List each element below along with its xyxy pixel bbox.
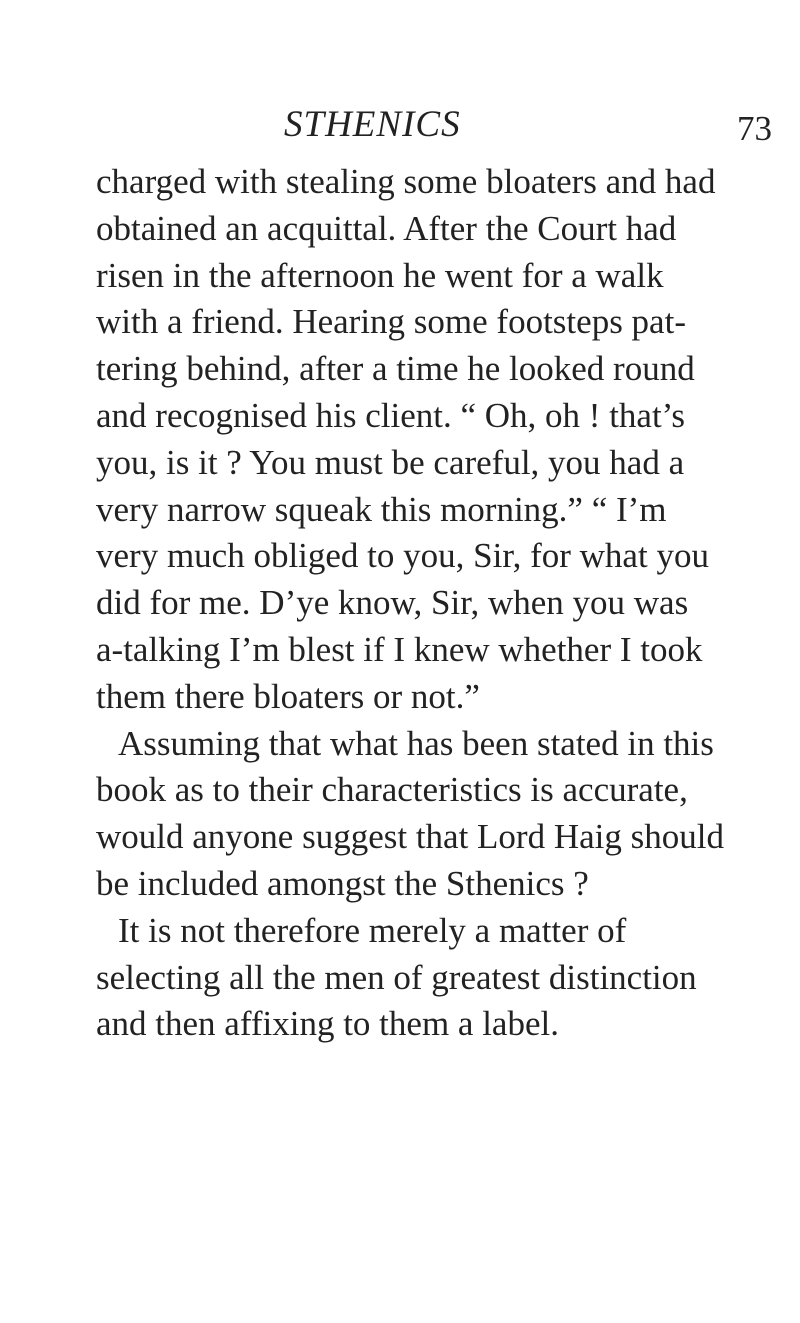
text-line: very much obliged to you, Sir, for what you (96, 536, 709, 576)
text-line: them there bloaters or not.” (96, 676, 480, 716)
text-line: very narrow squeak this morning.” “ I’m (96, 489, 667, 529)
text-line: tering behind, after a time he looked round (96, 349, 695, 389)
paragraph-start-line: Assuming that what has been stated in this (118, 723, 714, 763)
text-line: with a friend. Hearing some footsteps pat- (96, 302, 686, 342)
page-number: 73 (737, 109, 772, 148)
text-line: be included amongst the Sthenics ? (96, 863, 589, 903)
running-title: STHENICS (284, 104, 461, 145)
text-line: selecting all the men of greatest distinction (96, 957, 697, 997)
text-line: and then affixing to them a label. (96, 1004, 559, 1044)
running-head (96, 103, 776, 147)
text-line: you, is it ? You must be careful, you had a (96, 442, 685, 482)
text-line: obtained an acquittal. After the Court had (96, 208, 677, 248)
body-text (96, 159, 786, 1048)
text-line: charged with stealing some bloaters and had (96, 162, 716, 201)
text-line: did for me. D’ye know, Sir, when you was (96, 583, 689, 623)
text-line: risen in the afternoon he went for a walk (96, 255, 664, 295)
paragraph-start-line: It is not therefore merely a matter of (118, 910, 627, 950)
text-line: would anyone suggest that Lord Haig should (96, 817, 724, 857)
text-line: book as to their characteristics is accurate, (96, 770, 688, 810)
text-line: a-talking I’m blest if I knew whether I took (96, 629, 703, 669)
text-line: and recognised his client. “ Oh, oh ! that’s (96, 395, 686, 435)
